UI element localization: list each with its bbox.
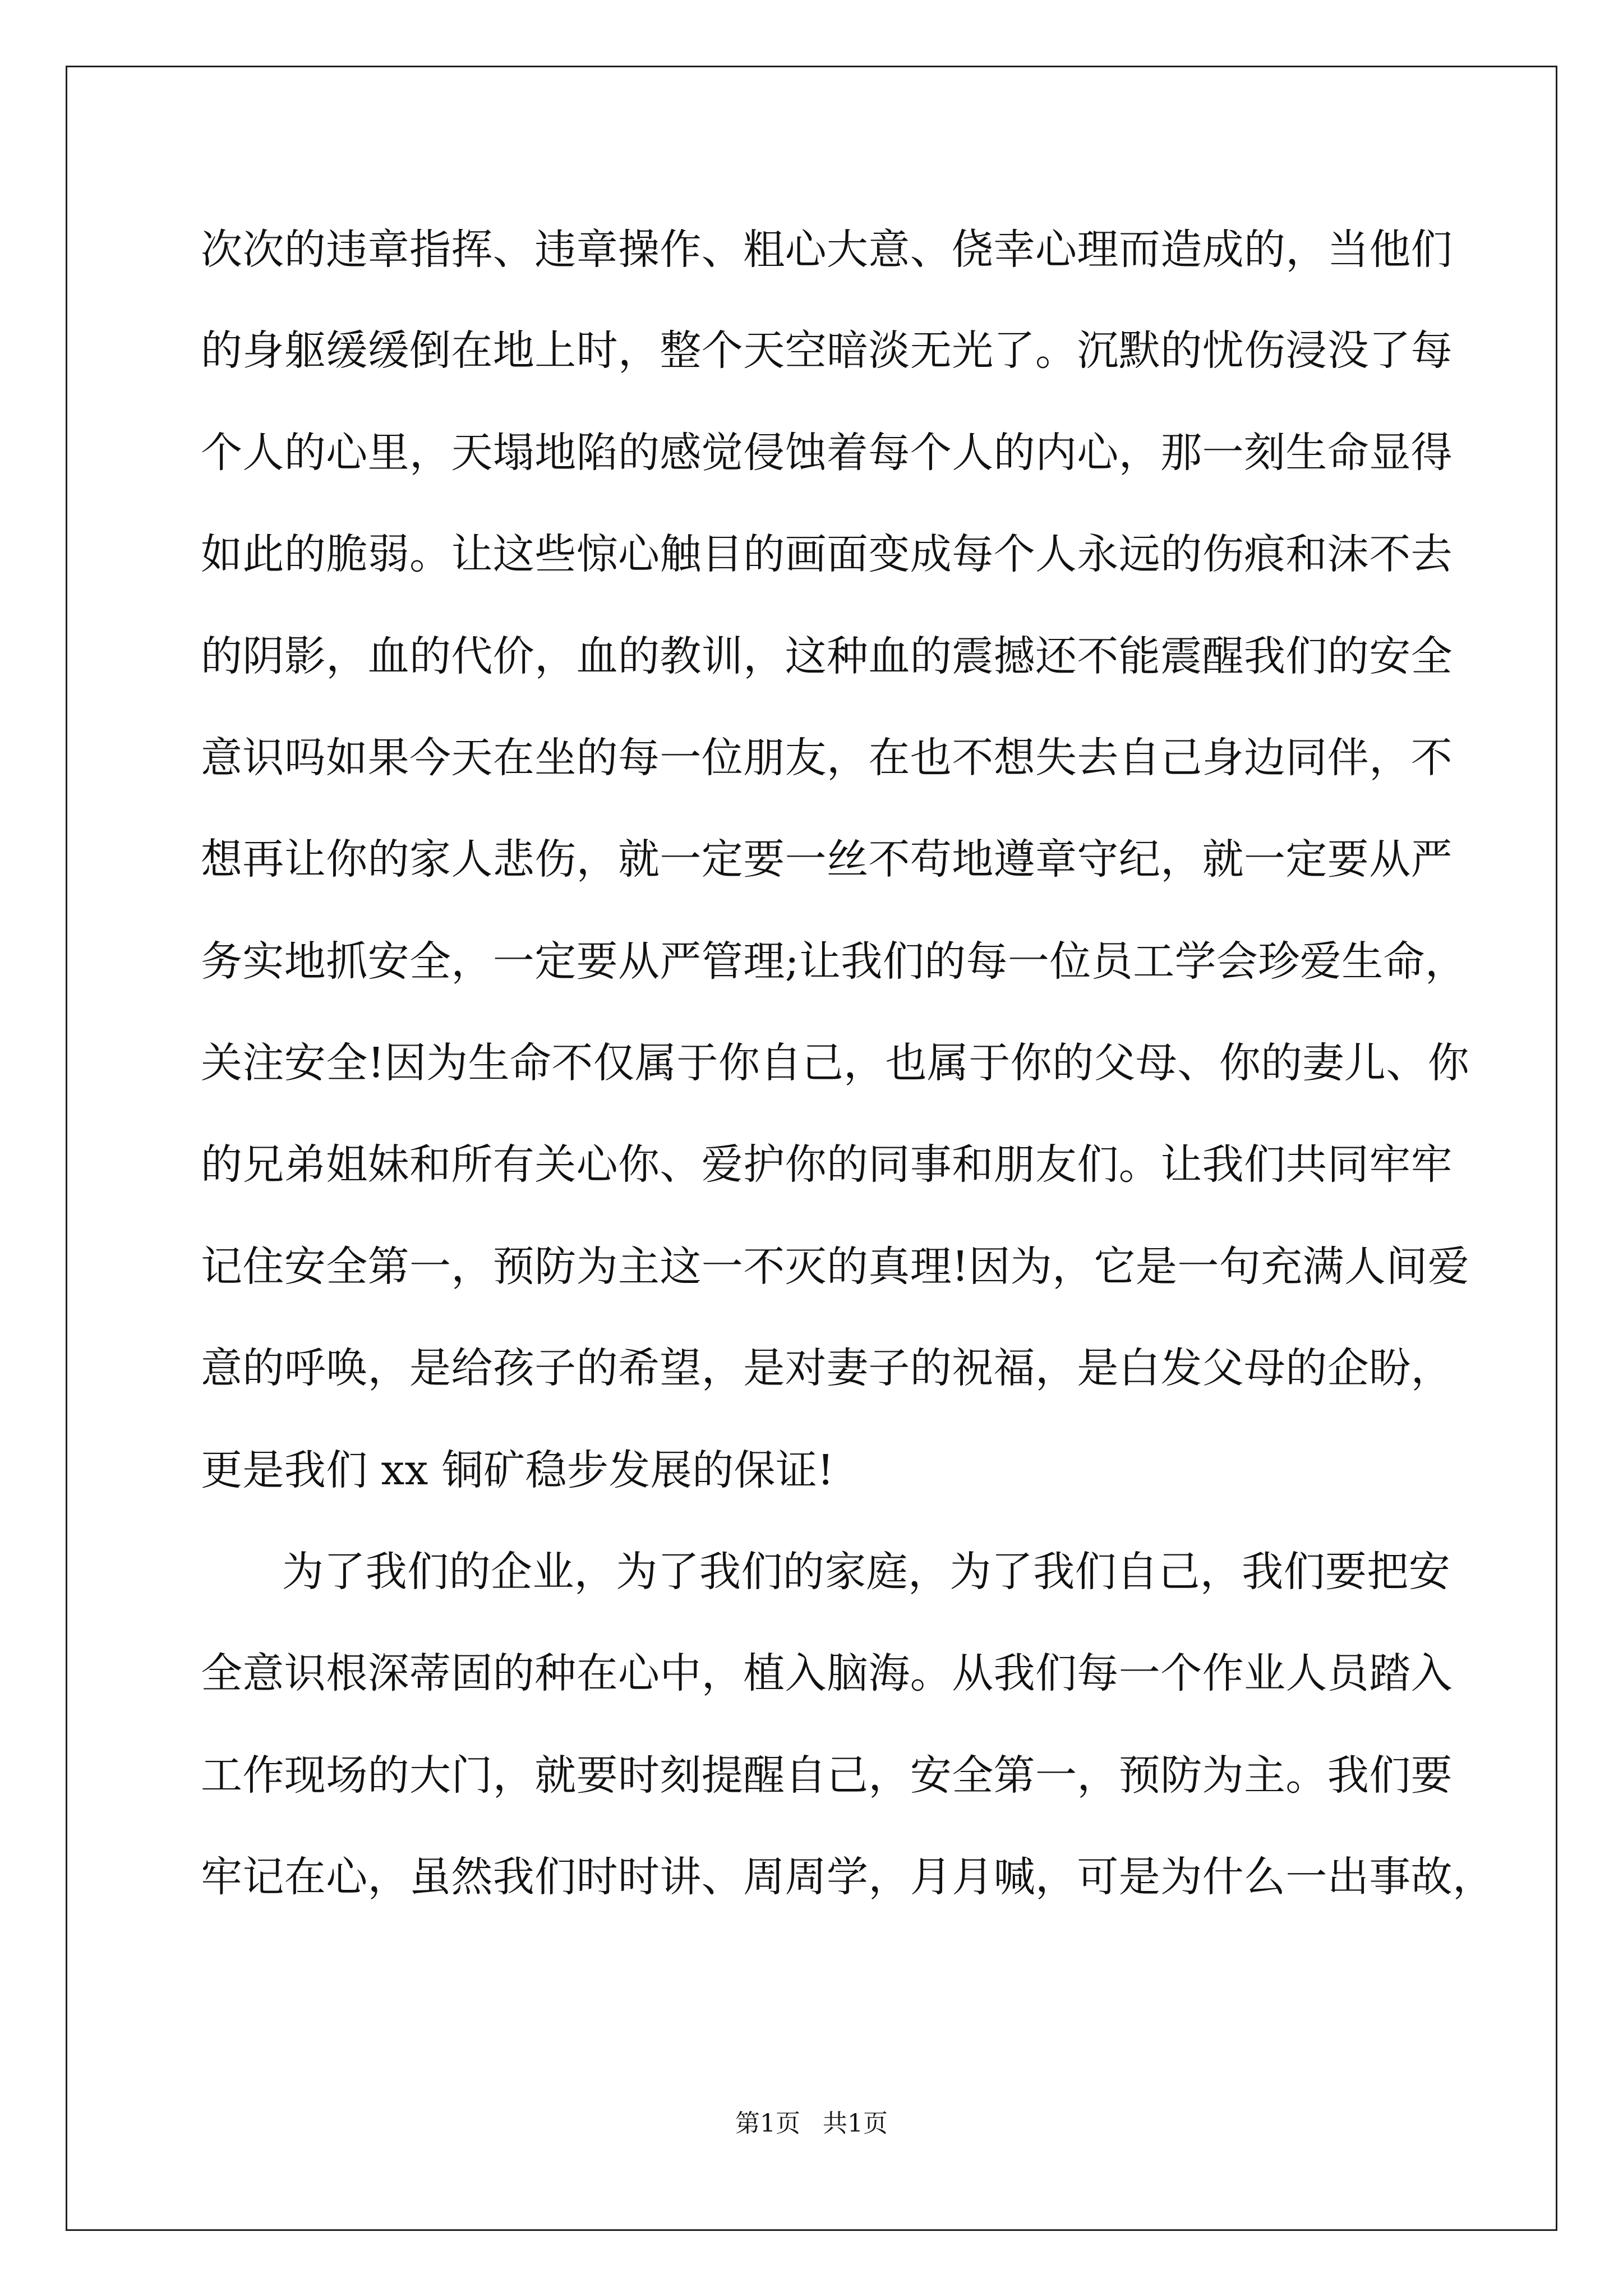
paragraph-line: 更是我们 xx 铜矿稳步发展的保证! bbox=[201, 1446, 834, 1494]
paragraph-line: 的兄弟姐妹和所有关心你、爱护你的同事和朋友们。让我们共同牢牢 bbox=[201, 1140, 1453, 1189]
paragraph-line: 工作现场的大门，就要时刻提醒自己，安全第一，预防为主。我们要 bbox=[201, 1751, 1453, 1800]
page-count: 共1页 bbox=[823, 2109, 888, 2138]
paragraph-line: 全意识根深蒂固的种在心中，植入脑海。从我们每一个作业人员踏入 bbox=[201, 1649, 1453, 1697]
paragraph-line: 个人的心里，天塌地陷的感觉侵蚀着每个人的内心，那一刻生命显得 bbox=[201, 429, 1453, 477]
paragraph-line: 为了我们的企业，为了我们的家庭，为了我们自己，我们要把安 bbox=[282, 1548, 1451, 1596]
paragraph-line: 关注安全!因为生命不仅属于你自己，也属于你的父母、你的妻儿、你 bbox=[201, 1039, 1470, 1087]
paragraph-line: 意的呼唤，是给孩子的希望，是对妻子的祝福，是白发父母的企盼， bbox=[201, 1344, 1453, 1392]
page-footer bbox=[0, 2107, 1623, 2141]
paragraph-line: 次次的违章指挥、违章操作、粗心大意、侥幸心理而造成的，当他们 bbox=[201, 226, 1453, 274]
paragraph-line: 意识吗如果今天在坐的每一位朋友，在也不想失去自己身边同伴，不 bbox=[201, 734, 1453, 782]
paragraph-line: 的身躯缓缓倒在地上时，整个天空暗淡无光了。沉默的忧伤浸没了每 bbox=[201, 326, 1453, 375]
paragraph-line: 想再让你的家人悲伤，就一定要一丝不苟地遵章守纪，就一定要从严 bbox=[201, 835, 1453, 884]
paragraph-line: 的阴影，血的代价，血的教训，这种血的震撼还不能震醒我们的安全 bbox=[201, 632, 1453, 680]
paragraph-line: 如此的脆弱。让这些惊心触目的画面变成每个人永远的伤痕和沫不去 bbox=[201, 530, 1453, 578]
paragraph-line: 记住安全第一，预防为主这一不灭的真理!因为，它是一句充满人间爱 bbox=[201, 1243, 1470, 1291]
paragraph-line: 牢记在心，虽然我们时时讲、周周学，月月喊，可是为什么一出事故， bbox=[201, 1853, 1495, 1901]
page-number: 第1页 bbox=[735, 2109, 800, 2138]
paragraph-line: 务实地抓安全，一定要从严管理;让我们的每一位员工学会珍爱生命， bbox=[201, 937, 1467, 986]
